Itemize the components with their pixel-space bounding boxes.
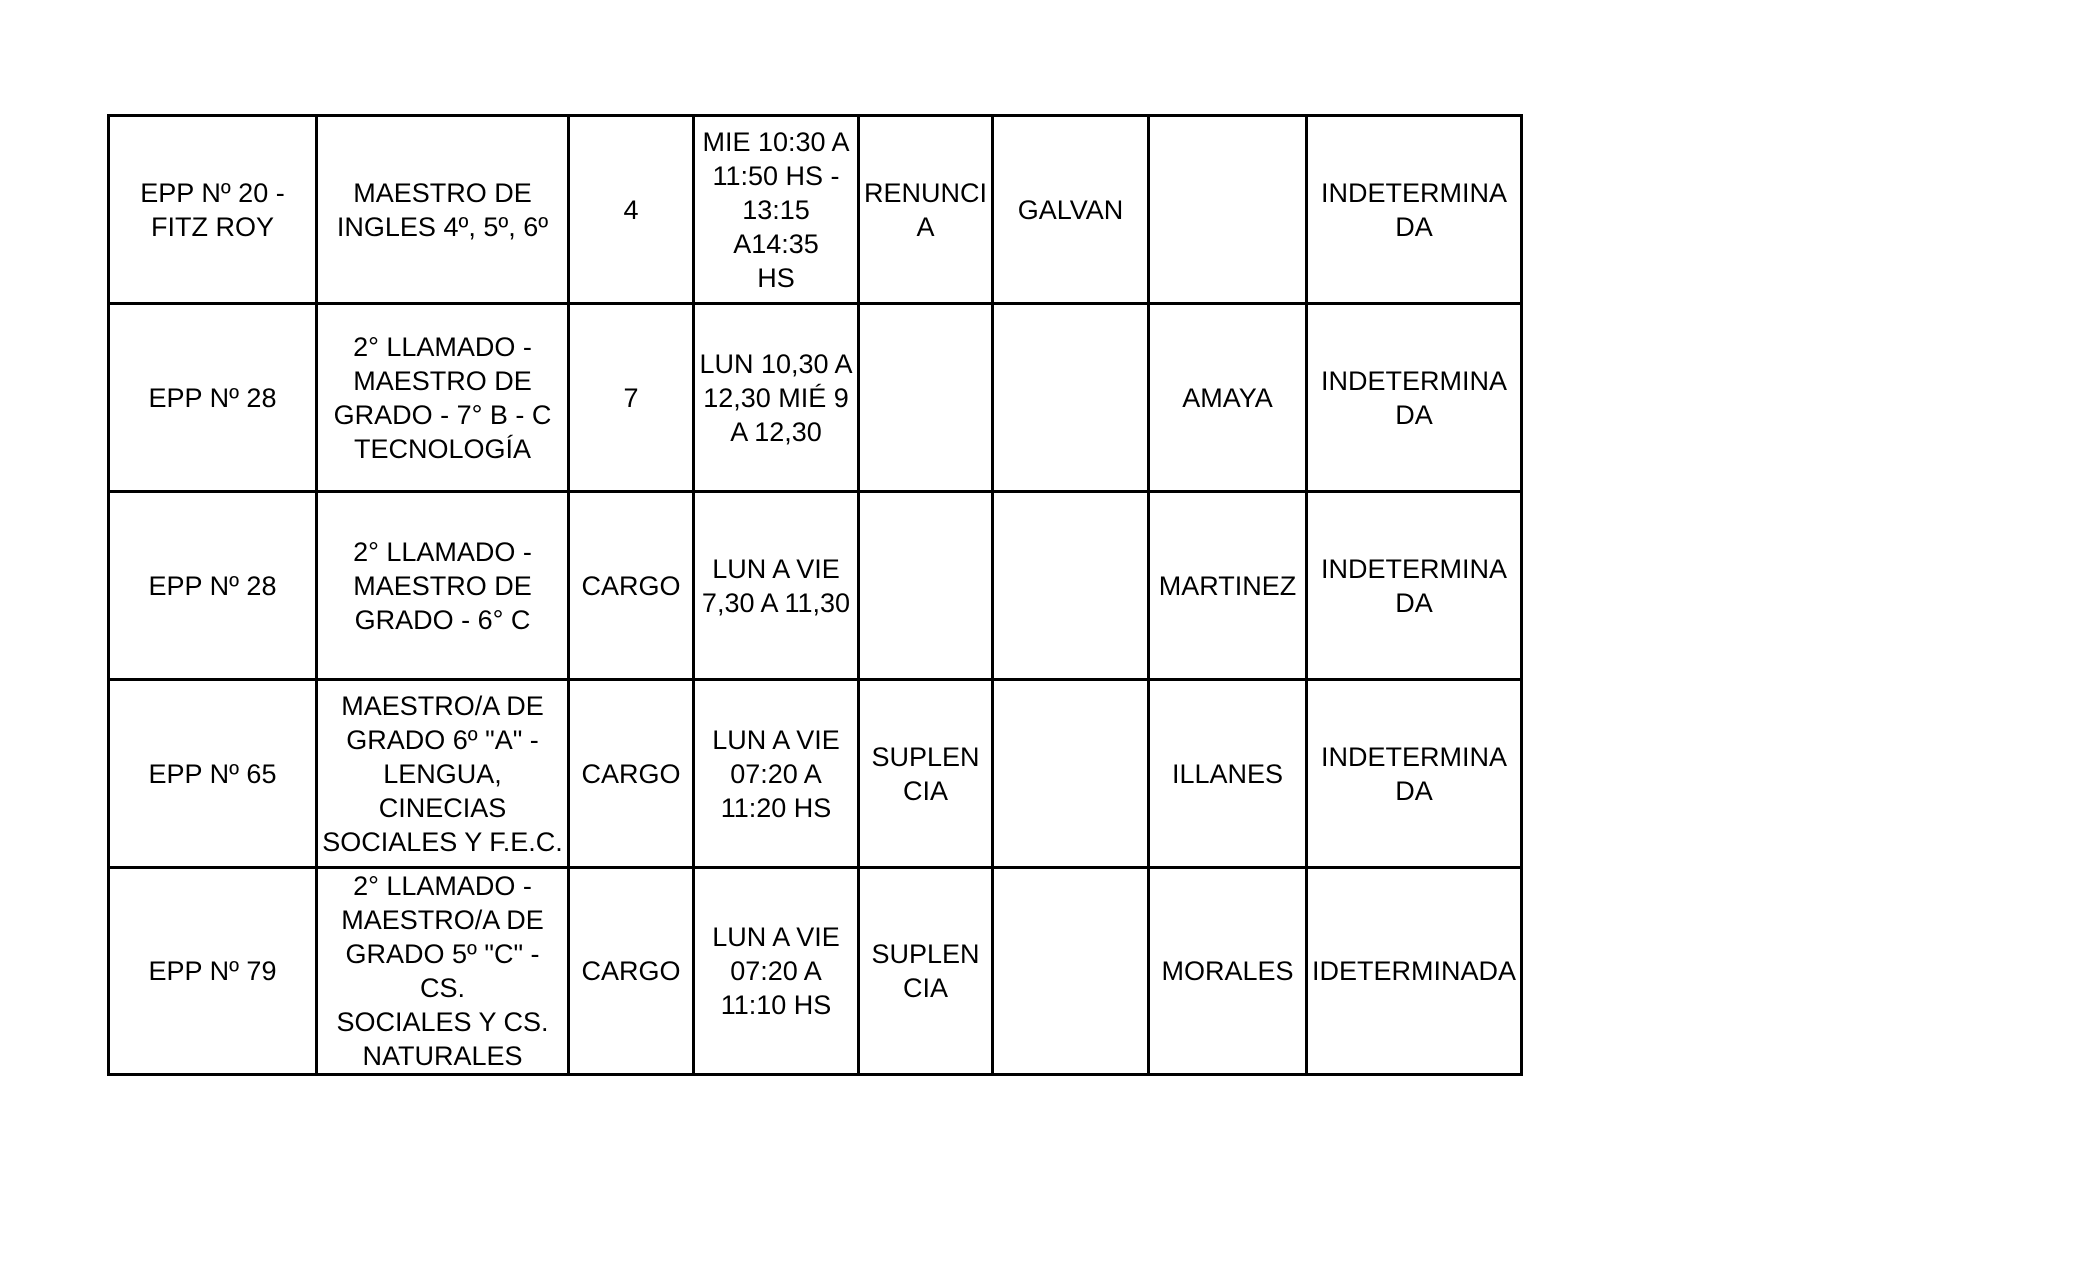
- cell-hours: 4: [569, 116, 694, 304]
- cell-assigned: AMAYA: [1149, 304, 1307, 492]
- cell-assigned: ILLANES: [1149, 680, 1307, 868]
- cell-reason: [859, 492, 993, 680]
- cell-previous: [993, 492, 1149, 680]
- cell-schedule: LUN 10,30 A 12,30 MIÉ 9 A 12,30: [694, 304, 859, 492]
- vacancies-table: [107, 114, 1523, 1076]
- cell-school: EPP Nº 20 - FITZ ROY: [109, 116, 317, 304]
- cell-schedule: LUN A VIE 07:20 A 11:20 HS: [694, 680, 859, 868]
- cell-schedule: MIE 10:30 A 11:50 HS - 13:15 A14:35 HS: [694, 116, 859, 304]
- cell-school: EPP Nº 28: [109, 304, 317, 492]
- cell-assigned: MARTINEZ: [1149, 492, 1307, 680]
- cell-type: INDETERMINA DA: [1307, 116, 1522, 304]
- cell-previous: [993, 680, 1149, 868]
- table-row: [109, 492, 1522, 680]
- cell-hours: CARGO: [569, 492, 694, 680]
- cell-type: INDETERMINA DA: [1307, 304, 1522, 492]
- cell-position: MAESTRO DE INGLES 4º, 5º, 6º: [317, 116, 569, 304]
- cell-schedule: LUN A VIE 7,30 A 11,30: [694, 492, 859, 680]
- cell-reason: SUPLEN CIA: [859, 868, 993, 1075]
- cell-hours: CARGO: [569, 868, 694, 1075]
- cell-previous: [993, 868, 1149, 1075]
- cell-hours: CARGO: [569, 680, 694, 868]
- table-row: [109, 116, 1522, 304]
- table-row: [109, 304, 1522, 492]
- cell-school: EPP Nº 65: [109, 680, 317, 868]
- cell-assigned: MORALES: [1149, 868, 1307, 1075]
- cell-previous: GALVAN: [993, 116, 1149, 304]
- cell-school: EPP Nº 79: [109, 868, 317, 1075]
- cell-reason: [859, 304, 993, 492]
- cell-schedule: LUN A VIE 07:20 A 11:10 HS: [694, 868, 859, 1075]
- cell-reason: RENUNCI A: [859, 116, 993, 304]
- cell-position: 2° LLAMADO - MAESTRO DE GRADO - 7° B - C TECNOLOGÍA: [317, 304, 569, 492]
- cell-hours: 7: [569, 304, 694, 492]
- cell-position: MAESTRO/A DE GRADO 6º "A" - LENGUA, CINECIAS SOCIALES Y F.E.C.: [317, 680, 569, 868]
- cell-assigned: [1149, 116, 1307, 304]
- cell-type: IDETERMINADA: [1307, 868, 1522, 1075]
- cell-type: INDETERMINA DA: [1307, 492, 1522, 680]
- cell-position: 2° LLAMADO - MAESTRO DE GRADO - 6° C: [317, 492, 569, 680]
- cell-previous: [993, 304, 1149, 492]
- cell-reason: SUPLEN CIA: [859, 680, 993, 868]
- cell-position: 2° LLAMADO - MAESTRO/A DE GRADO 5º "C" - CS. SOCIALES Y CS. NATURALES: [317, 868, 569, 1075]
- table-row: [109, 868, 1522, 1075]
- cell-school: EPP Nº 28: [109, 492, 317, 680]
- table-row: [109, 680, 1522, 868]
- cell-type: INDETERMINA DA: [1307, 680, 1522, 868]
